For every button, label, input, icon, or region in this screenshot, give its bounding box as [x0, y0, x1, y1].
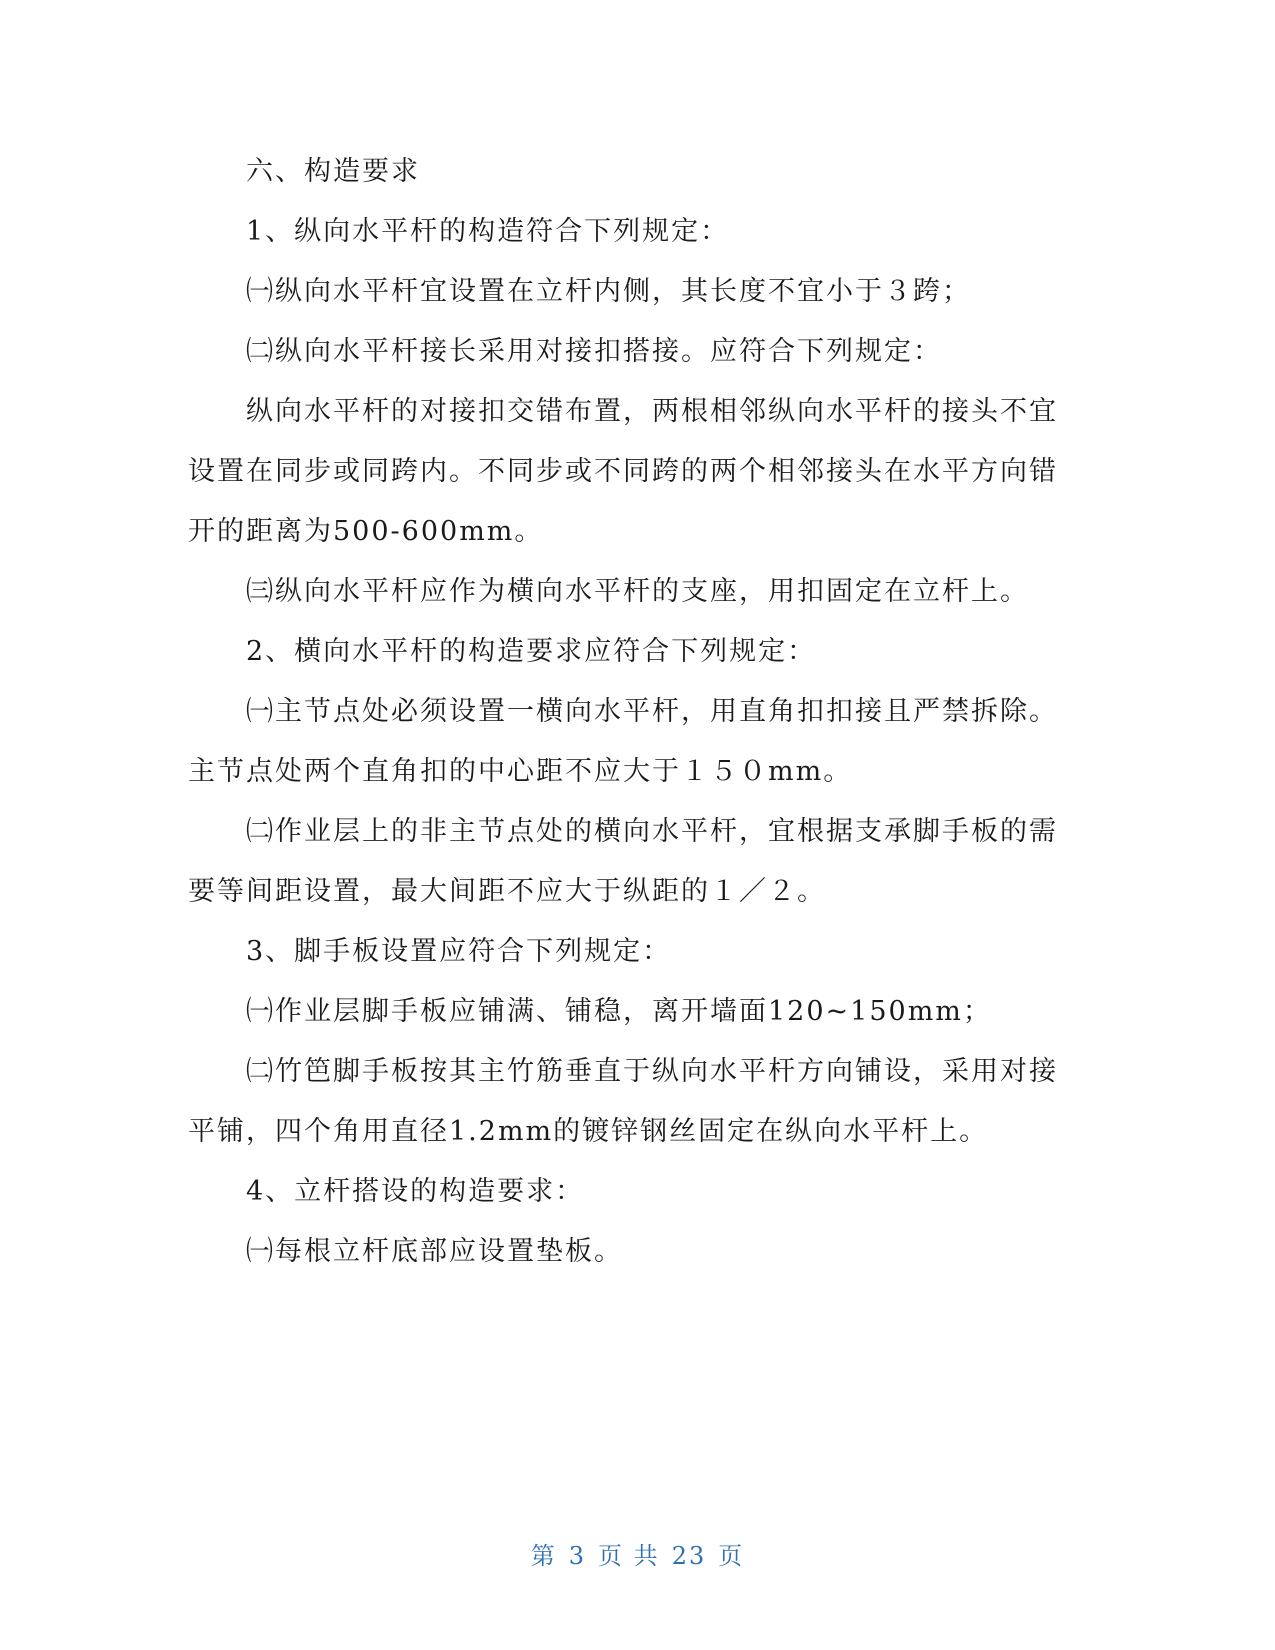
subsection-heading: 2、横向水平杆的构造要求应符合下列规定： [246, 636, 817, 667]
subsection-heading: 4、立杆搭设的构造要求： [246, 1176, 585, 1207]
list-item: ㈠作业层脚手板应铺满、铺稳，离开墙面120~150mm； [246, 996, 992, 1027]
total-pages: 23 [671, 1542, 707, 1570]
section-heading: 六、构造要求 [246, 156, 420, 187]
subsection-heading: 3、脚手板设置应符合下列规定： [246, 936, 672, 967]
list-item: ㈡竹笆脚手板按其主竹筋垂直于纵向水平杆方向铺设，采用对接平铺，四个角用直径1.2mm的镀锌钢丝固定在纵向水平杆上。 [188, 1056, 1058, 1147]
footer-suffix: 页 [718, 1542, 745, 1570]
list-item: ㈢纵向水平杆应作为横向水平杆的支座，用扣固定在立杆上。 [246, 576, 1029, 607]
body-paragraph: 纵向水平杆的对接扣交错布置，两根相邻纵向水平杆的接头不宜设置在同步或同跨内。不同步或不同跨的两个相邻接头在水平方向错开的距离为500-600mm。 [188, 396, 1058, 547]
footer-middle: 页 共 [598, 1542, 660, 1570]
footer-prefix: 第 [530, 1542, 557, 1570]
list-item: ㈠每根立杆底部应设置垫板。 [246, 1236, 623, 1267]
page-footer [0, 1536, 1275, 1571]
list-item: ㈡作业层上的非主节点处的横向水平杆，宜根据支承脚手板的需要等间距设置，最大间距不应大于纵距的１／２。 [188, 816, 1058, 907]
subsection-heading: 1、纵向水平杆的构造符合下列规定： [246, 216, 730, 247]
list-item: ㈡纵向水平杆接长采用对接扣搭接。应符合下列规定： [246, 336, 942, 367]
document-body [188, 142, 1058, 1282]
list-item: ㈠纵向水平杆宜设置在立杆内侧，其长度不宜小于３跨； [246, 276, 971, 307]
page-number: 3 [568, 1542, 587, 1570]
list-item: ㈠主节点处必须设置一横向水平杆，用直角扣扣接且严禁拆除。主节点处两个直角扣的中心距不应大于１５０mm。 [188, 696, 1058, 787]
